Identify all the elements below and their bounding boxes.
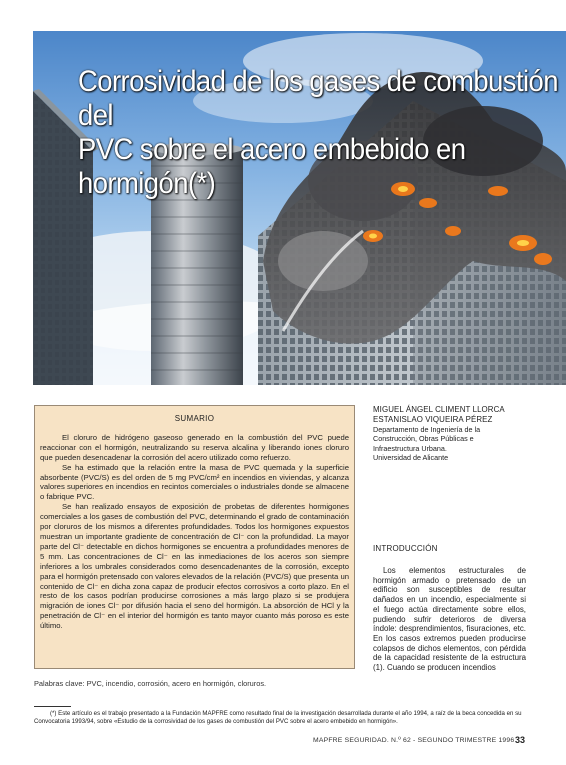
author-name: MIGUEL ÁNGEL CLIMENT LLORCA — [373, 405, 505, 414]
title-line: PVC sobre el acero embebido en hormigón(*) — [78, 133, 466, 200]
article-title — [78, 65, 562, 201]
affiliation-line: Departamento de Ingeniería de la — [373, 425, 481, 434]
hero-photo — [33, 31, 566, 385]
author-affiliation — [373, 425, 543, 462]
author-list — [373, 405, 543, 424]
introduction-text: Los elementos estructurales de hormigón armado o pretensado de un edificio son susceptibles de resultar dañados en un incendio, especialmente si el fuego actúa directamente sobre ellos, pudiendo sufrir deterioros de diversa índole: desprendimientos, fisuraciones, etc. En los casos extremos pueden producirse colapsos de dichos elementos, con pérdida de la capacidad resistente de la estructura (1). Cuando se producen incendios — [373, 566, 526, 673]
affiliation-line: Universidad de Alicante — [373, 452, 449, 462]
affiliation-line: Construcción, Obras Públicas e — [373, 434, 474, 444]
introduction-heading: INTRODUCCIÓN — [373, 544, 438, 553]
title-line: Corrosividad de los gases de combustión del — [78, 65, 558, 132]
affiliation-line: Infraestructura Urbana. — [373, 443, 447, 453]
footnote-divider — [34, 706, 71, 707]
author-name: ESTANISLAO VIQUEIRA PÉREZ — [373, 414, 493, 424]
page-number: 33 — [515, 735, 526, 745]
summary-box — [34, 405, 355, 669]
summary-heading: SUMARIO — [174, 414, 215, 423]
footnote: (*) Este artículo es el trabajo presentado a la Fundación MAPFRE como resultado final de la investigación desarrollada durante el año 1994, a raíz de la beca concedida en su Convocatoria 1993/94, sobre «Estudio de la corrosividad de los gases de combustión del PVC sobre el acero embebido en hormigón». — [34, 710, 522, 726]
summary-paragraph: Se ha estimado que la relación entre la masa de PVC quemada y la superficie absorbente (PVC/S) es del orden de 5 mg PVC/cm² en incendios en viviendas, y alcanza valores superiores en incendios en recintos comerciales o industriales donde se almacene o fabrique PVC. — [40, 462, 349, 502]
summary-paragraph: El cloruro de hidrógeno gaseoso generado en la combustión del PVC puede reaccionar con el hormigón, neutralizando su reserva alcalina y liberando iones cloruro que pueden desencadenar la corrosión del acero utilizado como refuerzo. — [40, 432, 349, 462]
summary-paragraph: Se han realizado ensayos de exposición de probetas de diferentes hormigones comerciales a los gases de combustión del PVC, determinando el grado de contaminación por cloruros de los mismos a diferentes profundidades. Todos los hormigones expuestos muestran un importante gradiente de concentración de Cl⁻ con la profundidad. La mayor parte del Cl⁻ detectable en dichos hormigones se encuentra a profundidades menores de 5 mm. Las concentraciones de Cl⁻ en las inmediaciones de los aceros son siempre inferiores a los umbrales considerados como desencadenantes de la corrosión, excepto para el hormigón pretensado con valores elevados de la relación (PVC/S) que presenta un contenido de Cl⁻ en dicha zona capaz de producir efectos corrosivos a corto plazo. En el resto de los casos podrían producirse corrosiones a más largo plazo si se produjera migración de iones Cl⁻ por difusión hacia el seno del hormigón. La absorción de HCl y la penetración de Cl⁻ en el interior del hormigón es tanto mayor cuanto más poroso es este último. — [40, 502, 349, 631]
running-footer: MAPFRE SEGURIDAD. N.º 62 - SEGUNDO TRIMESTRE 1996 — [313, 737, 515, 744]
keywords: Palabras clave: PVC, incendio, corrosión, acero en hormigón, cloruros. — [34, 679, 267, 688]
